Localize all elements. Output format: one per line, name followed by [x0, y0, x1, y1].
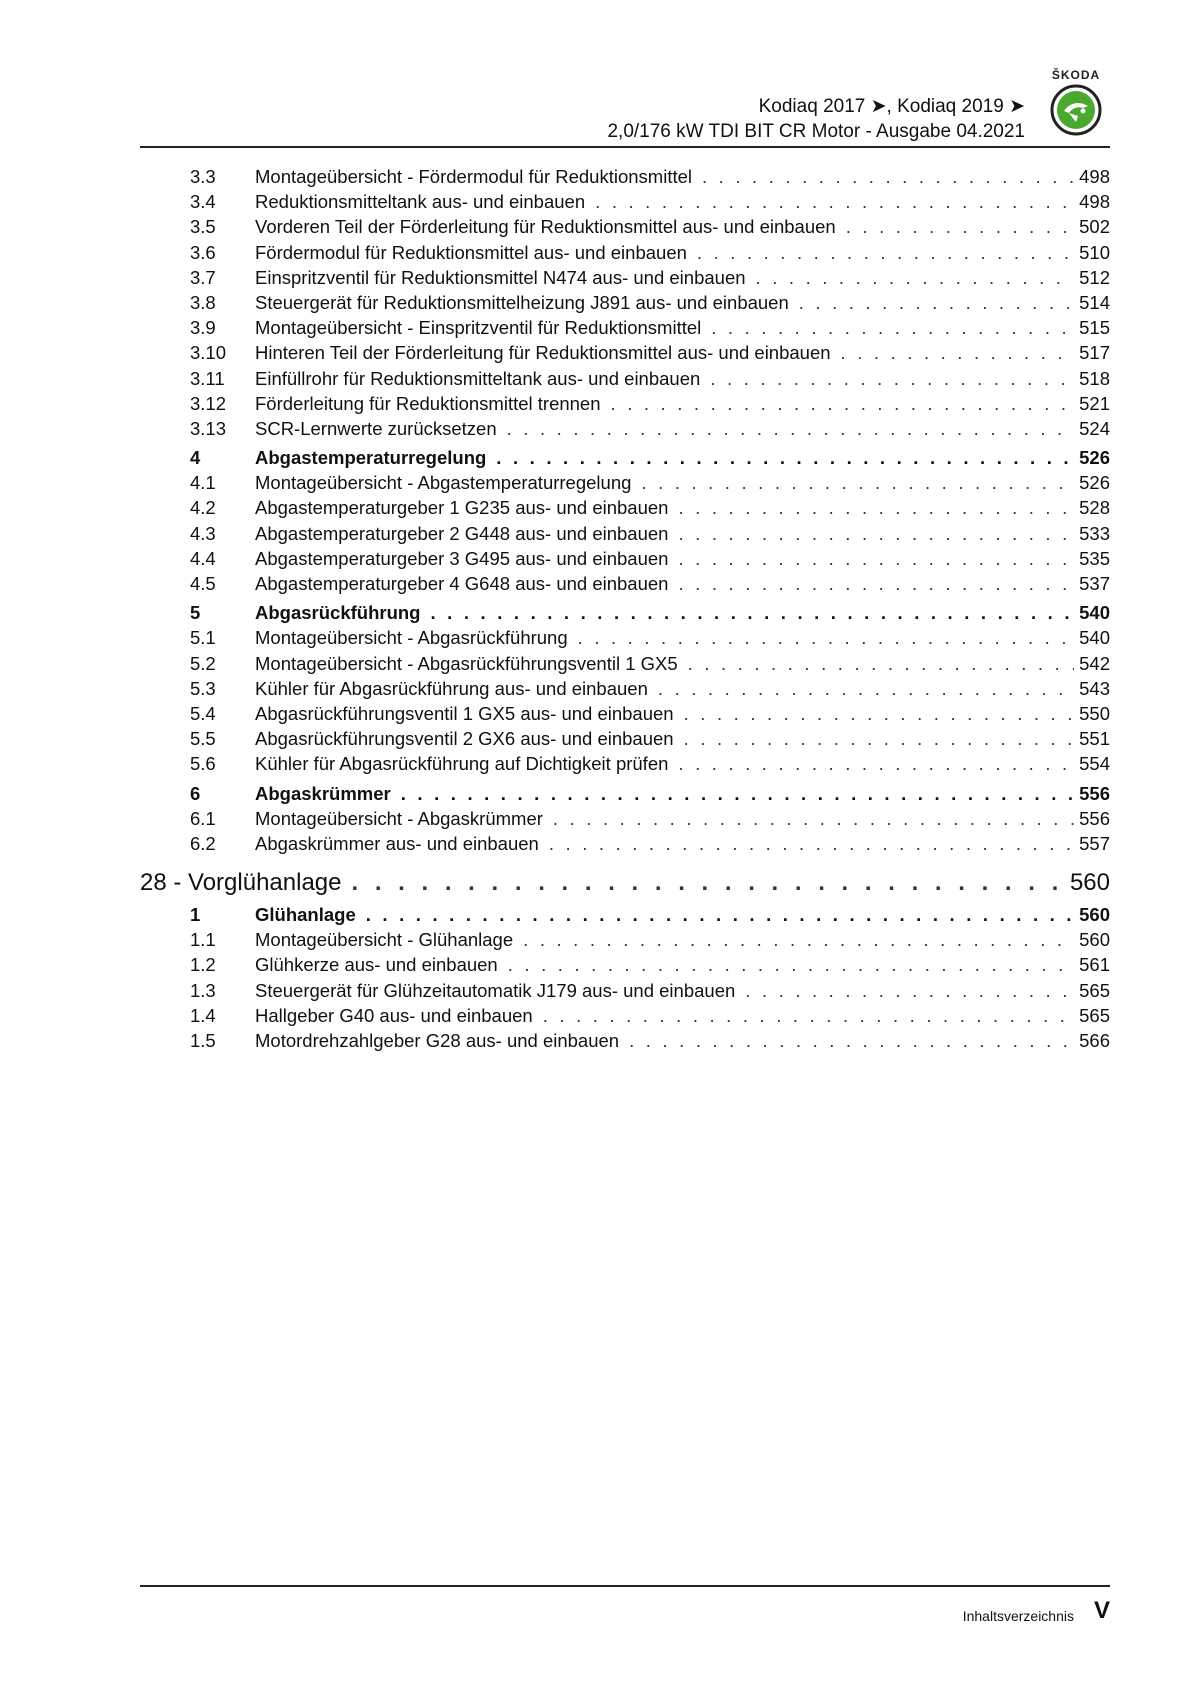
toc-entry-page: 542	[1079, 652, 1110, 674]
toc-entry-page: 526	[1079, 447, 1110, 469]
header-engine-line: 2,0/176 kW TDI BIT CR Motor - Ausgabe 04.2021	[607, 121, 1025, 142]
toc-entry[interactable]	[140, 751, 1110, 776]
toc-entry-number: 1.2	[190, 954, 216, 976]
dot-leader	[684, 701, 1074, 726]
toc-entry-page: 565	[1079, 979, 1110, 1001]
toc-entry-title: Abgastemperaturgeber 3 G495 aus- und einbauen	[255, 547, 669, 569]
toc-entry-number: 3.3	[190, 166, 216, 187]
header-text	[607, 94, 1025, 144]
dot-leader	[841, 340, 1074, 365]
toc-entry-title: Abgastemperaturgeber 4 G648 aus- und einbauen	[255, 573, 669, 594]
toc-entry-number: 5.5	[190, 728, 216, 750]
footer-page-number: V	[1093, 1597, 1110, 1624]
toc-section-heading[interactable]	[140, 600, 1110, 625]
toc-entry-page: 540	[1079, 627, 1110, 649]
toc-entry[interactable]	[140, 495, 1110, 520]
skoda-emblem-icon	[1050, 84, 1102, 136]
toc-entry-number: 5.1	[190, 627, 216, 649]
toc-entry-number: 6	[190, 782, 201, 804]
toc-chapter-page: 560	[1069, 869, 1110, 897]
toc-entry-title: Glühkerze aus- und einbauen	[255, 954, 498, 976]
toc-entry-title: Montageübersicht - Abgasrückführung	[255, 627, 568, 649]
dot-leader	[629, 1028, 1074, 1053]
toc-entry[interactable]	[140, 265, 1110, 290]
toc-entry-title: Steuergerät für Glühzeitautomatik J179 aus- und einbauen	[255, 979, 736, 1001]
toc-entry-number: 5.3	[190, 677, 216, 699]
toc-entry-title: Montageübersicht - Abgaskrümmer	[255, 807, 543, 829]
dot-leader	[611, 391, 1074, 416]
toc-entry-page: 524	[1079, 417, 1110, 439]
dot-leader	[508, 952, 1074, 977]
toc-entry[interactable]	[140, 164, 1110, 189]
toc-entry-page: 517	[1079, 342, 1110, 364]
toc-entry-title: Abgaskrümmer aus- und einbauen	[255, 832, 539, 854]
toc-entry-number: 3.7	[190, 266, 216, 288]
dot-leader	[523, 927, 1074, 952]
toc-entry-title: Hinteren Teil der Förderleitung für Reduktionsmittel aus- und einbauen	[255, 342, 831, 364]
toc-entry-page: 560	[1079, 904, 1110, 926]
dot-leader	[678, 521, 1074, 546]
toc-entry[interactable]	[140, 676, 1110, 701]
dot-leader	[658, 676, 1074, 701]
dot-leader	[678, 495, 1074, 520]
toc-entry-page: 512	[1079, 266, 1110, 288]
toc-entry-page: 537	[1079, 573, 1110, 594]
toc-entry-page: 535	[1079, 547, 1110, 569]
toc-entry-number: 3.9	[190, 317, 216, 339]
toc-entry[interactable]	[140, 366, 1110, 391]
toc-entry-page: 510	[1079, 241, 1110, 263]
toc-entry-page: 565	[1079, 1004, 1110, 1026]
toc-entry-number: 1.3	[190, 979, 216, 1001]
toc-entry-number: 4.5	[190, 573, 216, 594]
toc-entry-number: 4.1	[190, 472, 216, 494]
toc-entry-title: Montageübersicht - Fördermodul für Reduktionsmittel	[255, 166, 692, 187]
toc-entry-title: Abgasrückführungsventil 1 GX5 aus- und einbauen	[255, 702, 674, 724]
toc-entry[interactable]	[140, 214, 1110, 239]
toc-entry[interactable]	[140, 651, 1110, 676]
toc-entry-title: Vorderen Teil der Förderleitung für Reduktionsmittel aus- und einbauen	[255, 216, 836, 238]
toc-entry-title: Montageübersicht - Einspritzventil für Reduktionsmittel	[255, 317, 702, 339]
toc-entry-title: SCR-Lernwerte zurücksetzen	[255, 417, 497, 439]
dot-leader	[711, 315, 1074, 340]
toc-entry-title: Abgastemperaturgeber 1 G235 aus- und einbauen	[255, 497, 669, 519]
dot-leader	[352, 866, 1067, 900]
toc-entry-page: 561	[1079, 954, 1110, 976]
toc-entry-page: 498	[1079, 191, 1110, 213]
toc-entry-title: Abgastemperaturregelung	[255, 447, 487, 469]
toc-entry[interactable]	[140, 927, 1110, 952]
toc-entry-title: Abgasrückführung	[255, 602, 421, 624]
toc-entry-title: Kühler für Abgasrückführung aus- und einbauen	[255, 677, 648, 699]
dot-leader	[678, 571, 1074, 596]
dot-leader	[430, 600, 1074, 625]
toc-entry-number: 4.3	[190, 522, 216, 544]
toc-section-heading[interactable]	[140, 781, 1110, 806]
table-of-contents	[140, 164, 1110, 1053]
toc-entry-number: 5.2	[190, 652, 216, 674]
dot-leader	[745, 978, 1074, 1003]
toc-entry-page: 518	[1079, 367, 1110, 389]
toc-entry-number: 1	[190, 904, 201, 926]
toc-entry[interactable]	[140, 952, 1110, 977]
toc-entry-page: 540	[1079, 602, 1110, 624]
logo-wordmark: ŠKODA	[1051, 68, 1101, 82]
toc-entry-number: 1.1	[190, 929, 216, 951]
skoda-logo	[1042, 68, 1110, 136]
toc-entry-title: Fördermodul für Reduktionsmittel aus- und einbauen	[255, 241, 687, 263]
toc-entry-page: 551	[1079, 728, 1110, 750]
toc-entry[interactable]	[140, 290, 1110, 315]
toc-entry-page: 560	[1079, 929, 1110, 951]
toc-entry-title: Glühanlage	[255, 904, 356, 926]
toc-entry-number: 3.5	[190, 216, 216, 238]
toc-entry-number: 5.6	[190, 753, 216, 775]
toc-entry[interactable]	[140, 1003, 1110, 1028]
page-header	[140, 62, 1110, 148]
toc-entry-title: Einspritzventil für Reduktionsmittel N474 aus- und einbauen	[255, 266, 746, 288]
toc-entry-page: 533	[1079, 522, 1110, 544]
toc-entry[interactable]	[140, 546, 1110, 571]
toc-entry-number: 3.6	[190, 241, 216, 263]
toc-entry-title: Hallgeber G40 aus- und einbauen	[255, 1004, 533, 1026]
toc-entry-title: Förderleitung für Reduktionsmittel trennen	[255, 392, 601, 414]
toc-entry-number: 3.10	[190, 342, 227, 364]
toc-entry-title: Montageübersicht - Abgasrückführungsventil 1 GX5	[255, 652, 678, 674]
dot-leader	[710, 366, 1074, 391]
toc-entry-title: Montageübersicht - Glühanlage	[255, 929, 514, 951]
toc-entry[interactable]	[140, 189, 1110, 214]
toc-entry-page: 550	[1079, 702, 1110, 724]
toc-entry-number: 6.1	[190, 807, 216, 829]
dot-leader	[684, 726, 1074, 751]
toc-entry-number: 5	[190, 602, 201, 624]
toc-entry[interactable]	[140, 470, 1110, 495]
toc-entry-page: 514	[1079, 291, 1110, 313]
dot-leader	[553, 806, 1074, 831]
toc-entry-title: Kühler für Abgasrückführung auf Dichtigkeit prüfen	[255, 753, 669, 775]
dot-leader	[702, 164, 1074, 189]
page-footer	[140, 1585, 1110, 1624]
toc-entry-number: 3.8	[190, 291, 216, 313]
toc-entry[interactable]	[140, 701, 1110, 726]
toc-entry-number: 1.5	[190, 1030, 216, 1051]
dot-leader	[507, 416, 1074, 441]
toc-entry[interactable]	[140, 391, 1110, 416]
toc-entry-page: 515	[1079, 317, 1110, 339]
toc-entry-title: Motordrehzahlgeber G28 aus- und einbauen	[255, 1030, 620, 1051]
toc-entry-number: 3.12	[190, 392, 227, 414]
toc-section-heading[interactable]	[140, 445, 1110, 470]
dot-leader	[549, 831, 1074, 856]
toc-entry[interactable]	[140, 1028, 1110, 1053]
toc-entry-title: Steuergerät für Reduktionsmittelheizung J891 aus- und einbauen	[255, 291, 789, 313]
toc-entry-number: 4	[190, 447, 201, 469]
dot-leader	[678, 751, 1074, 776]
toc-entry-title: Abgaskrümmer	[255, 782, 391, 804]
toc-entry[interactable]	[140, 571, 1110, 596]
toc-entry-number: 4.4	[190, 547, 216, 569]
toc-entry[interactable]	[140, 806, 1110, 831]
toc-entry-number: 3.13	[190, 417, 227, 439]
toc-entry-title: Montageübersicht - Abgastemperaturregelung	[255, 472, 632, 494]
toc-entry-page: 554	[1079, 753, 1110, 775]
header-vehicle-line: Kodiaq 2017 ➤, Kodiaq 2019 ➤	[758, 96, 1025, 117]
toc-entry-page: 556	[1079, 807, 1110, 829]
toc-entry-number: 3.11	[190, 367, 225, 389]
toc-entry[interactable]	[140, 340, 1110, 365]
toc-entry-title: Einfüllrohr für Reduktionsmitteltank aus- und einbauen	[255, 367, 701, 389]
toc-section-heading[interactable]	[140, 902, 1110, 927]
toc-entry[interactable]	[140, 625, 1110, 650]
dot-leader	[595, 189, 1074, 214]
toc-entry-page: 566	[1079, 1030, 1110, 1051]
dot-leader	[578, 625, 1074, 650]
dot-leader	[756, 265, 1074, 290]
toc-entry-number: 6.2	[190, 832, 216, 854]
toc-entry-title: Reduktionsmitteltank aus- und einbauen	[255, 191, 586, 213]
toc-chapter-heading[interactable]	[140, 866, 1110, 900]
toc-chapter-title: 28 - Vorglühanlage	[140, 869, 342, 897]
toc-entry-title: Abgastemperaturgeber 2 G448 aus- und einbauen	[255, 522, 669, 544]
toc-entry-number: 5.4	[190, 702, 216, 724]
toc-entry-page: 543	[1079, 677, 1110, 699]
dot-leader	[543, 1003, 1074, 1028]
toc-entry[interactable]	[140, 831, 1110, 856]
dot-leader	[688, 651, 1074, 676]
toc-entry[interactable]	[140, 726, 1110, 751]
toc-entry-page: 502	[1079, 216, 1110, 238]
footer-section-label: Inhaltsverzeichnis	[962, 1608, 1074, 1624]
toc-entry-page: 526	[1079, 472, 1110, 494]
dot-leader	[641, 470, 1074, 495]
toc-entry-title: Abgasrückführungsventil 2 GX6 aus- und einbauen	[255, 728, 674, 750]
toc-entry-page: 498	[1079, 166, 1110, 187]
dot-leader	[678, 546, 1074, 571]
toc-entry-number: 3.4	[190, 191, 216, 213]
toc-entry-page: 557	[1079, 832, 1110, 854]
toc-entry-page: 528	[1079, 497, 1110, 519]
toc-entry[interactable]	[140, 240, 1110, 265]
dot-leader	[366, 902, 1074, 927]
toc-entry-number: 1.4	[190, 1004, 216, 1026]
toc-entry-number: 4.2	[190, 497, 216, 519]
toc-entry[interactable]	[140, 315, 1110, 340]
dot-leader	[846, 214, 1074, 239]
toc-entry-page: 556	[1079, 782, 1110, 804]
toc-entry-page: 521	[1079, 392, 1110, 414]
dot-leader	[799, 290, 1074, 315]
toc-entry[interactable]	[140, 521, 1110, 546]
dot-leader	[697, 240, 1074, 265]
toc-entry[interactable]	[140, 416, 1110, 441]
toc-entry[interactable]	[140, 978, 1110, 1003]
dot-leader	[496, 445, 1074, 470]
dot-leader	[401, 781, 1074, 806]
